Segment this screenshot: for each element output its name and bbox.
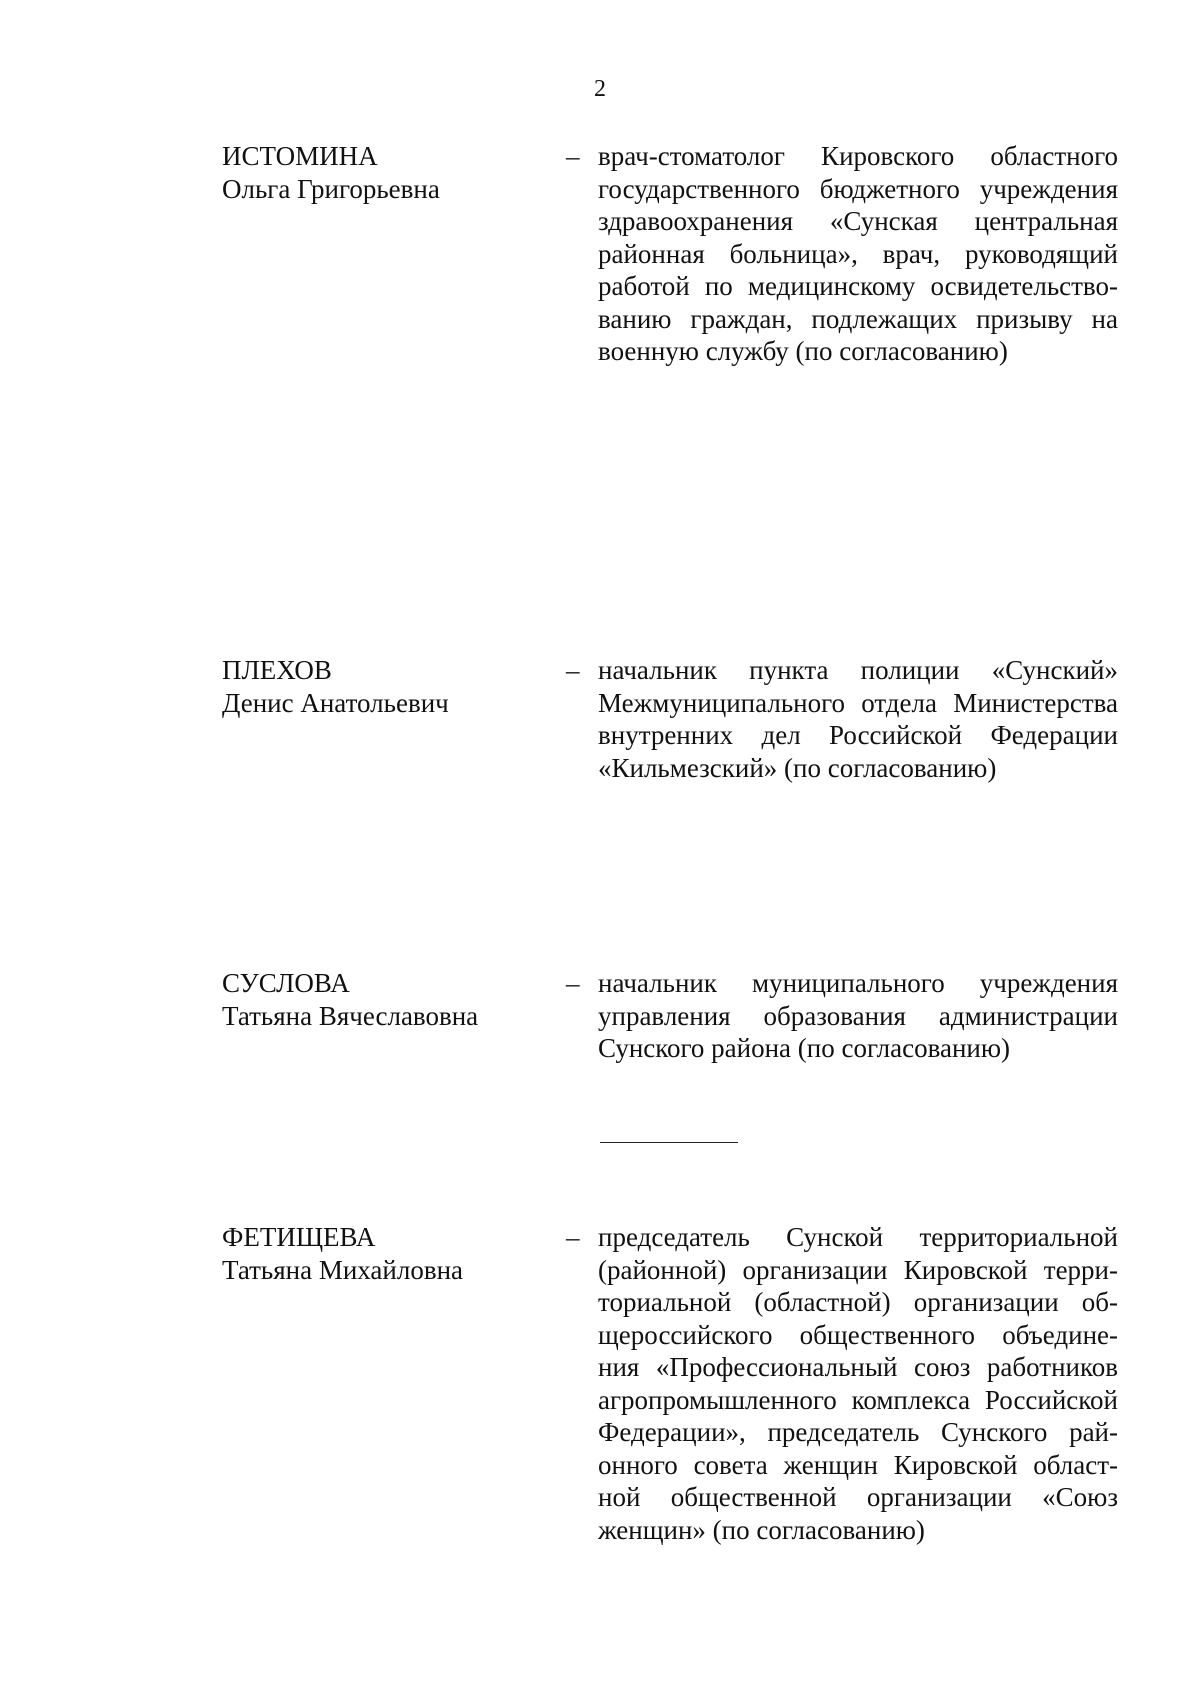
dash-separator: – [566,655,580,685]
position-line: районная больница», врач, руководящий [598,238,1118,269]
member-name [222,140,542,205]
member-name [222,1221,542,1286]
member-position [598,967,1118,1065]
position-line: начальник пункта полиции «Сунский» [598,655,1118,685]
dash-separator: – [566,968,580,998]
position-line: начальник муниципального учреждения [598,968,1118,998]
end-divider-line [600,1142,738,1143]
dash-separator: – [566,141,580,171]
position-line: ванию граждан, подлежащих призыву на [598,303,1118,334]
member-entry [0,967,1200,1077]
position-line: председатель Сунской территориальной [598,1222,1118,1252]
position-line: ной общественной организации «Союз [598,1482,1118,1512]
position-line: работой по медицинскому освидетельство- [598,271,1118,301]
member-given-names: Татьяна Михайловна [222,1254,464,1285]
position-line: управления образования администрации [598,1000,1118,1031]
member-given-names: Ольга Григорьевна [222,173,440,204]
position-line: Федерации», председатель Сунского рай- [598,1417,1118,1447]
position-line: (районной) организации Кировской терри- [598,1254,1118,1285]
position-line: внутренних дел Российской Федерации [598,720,1118,750]
position-line: государственного бюджетного учреждения [598,173,1118,204]
position-line: Межмуниципального отдела Министерства [598,687,1118,718]
member-surname: ФЕТИЩЕВА [222,1222,376,1252]
member-surname: ПЛЕХОВ [222,655,332,685]
position-line: здравоохранения «Сунская центральная [598,206,1118,236]
member-entry [0,140,1200,380]
member-name [222,654,542,719]
position-line: «Кильмезский» (по согласованию) [598,752,997,783]
member-position [598,140,1118,368]
position-line: ториальной (областной) организации об- [598,1287,1118,1317]
member-position [598,1221,1118,1546]
dash-separator: – [566,1222,580,1252]
member-list [0,140,1200,1545]
position-line: военную службу (по согласованию) [598,336,1008,366]
member-given-names: Татьяна Вячеславовна [222,1000,479,1031]
position-line: онного совета женщин Кировской област- [598,1449,1118,1480]
position-line: ния «Профессиональный союз работников [598,1352,1118,1382]
member-entry [0,1221,1200,1551]
member-name [222,967,542,1032]
position-line: агропромышленного комплекса Российской [598,1384,1118,1415]
position-line: щероссийского общественного объедине- [598,1319,1118,1350]
position-line: женщин» (по согласованию) [598,1514,925,1545]
position-line: врач-стоматолог Кировского областного [598,141,1118,171]
position-line: Сунского района (по согласованию) [598,1033,1011,1063]
member-surname: ИСТОМИНА [222,141,378,171]
member-surname: СУСЛОВА [222,968,350,998]
member-entry [0,654,1200,794]
member-position [598,654,1118,784]
page-number: 2 [594,76,606,102]
member-given-names: Денис Анатольевич [222,687,449,718]
